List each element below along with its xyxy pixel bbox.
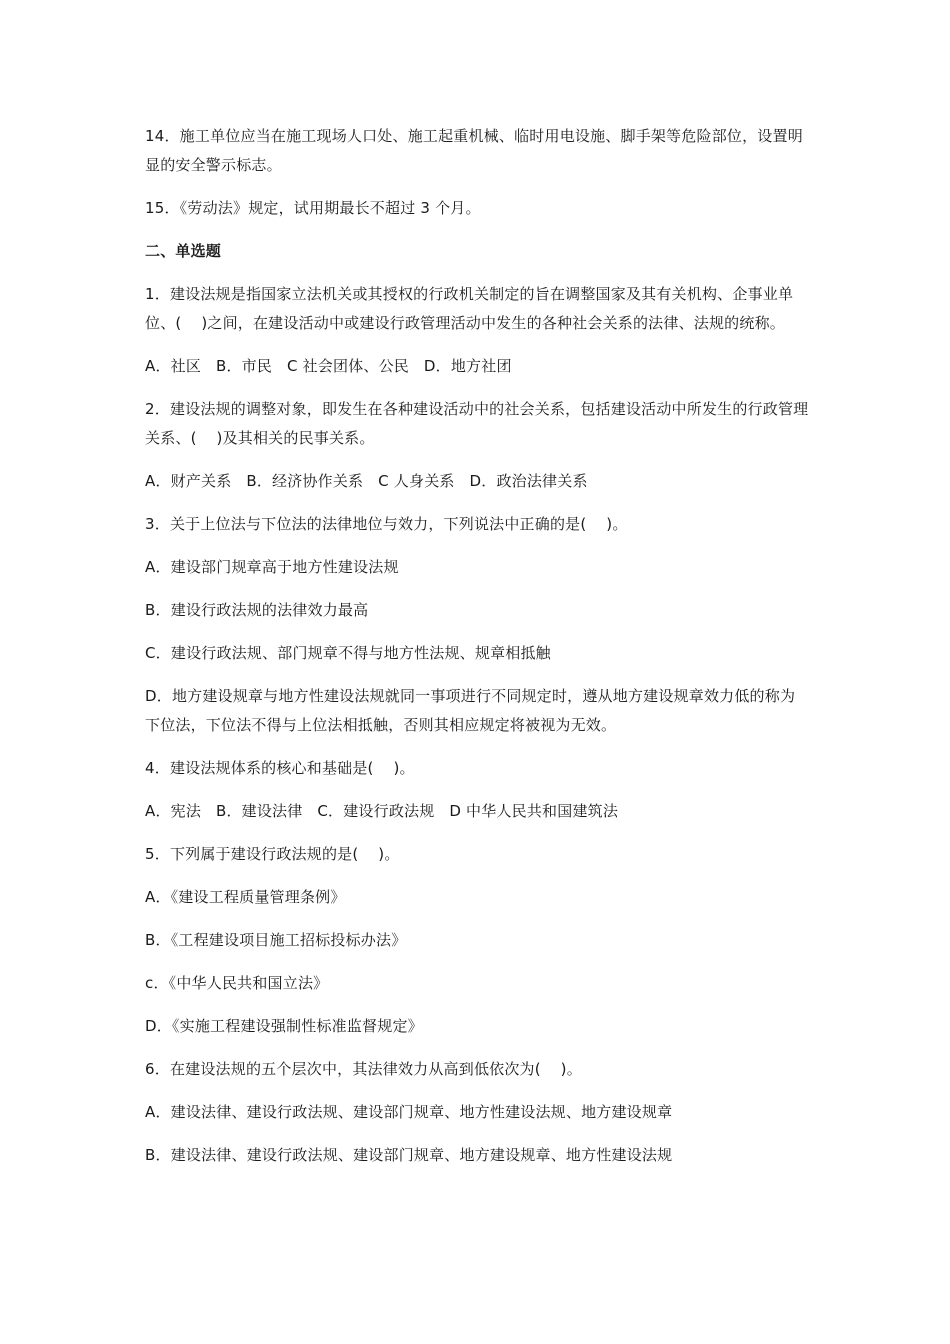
question-5-option-b: B．《工程建设项目施工招标投标办法》 [145, 931, 407, 949]
question-4: 4．建设法规体系的核心和基础是( )。 [145, 759, 415, 777]
question-2-options: A．财产关系 B．经济协作关系 C 人身关系 D．政治法律关系 [145, 472, 588, 490]
question-6-option-a: A．建设法律、建设行政法规、建设部门规章、地方性建设法规、地方建设规章 [145, 1103, 673, 1121]
question-1-options: A．社区 B．市民 C 社会团体、公民 D．地方社团 [145, 357, 512, 375]
question-6-option-b: B．建设法律、建设行政法规、建设部门规章、地方建设规章、地方性建设法规 [145, 1146, 673, 1164]
question-3: 3．关于上位法与下位法的法律地位与效力，下列说法中正确的是( )。 [145, 515, 628, 533]
section-heading-single-choice: 二、单选题 [145, 242, 222, 260]
question-1: 1．建设法规是指国家立法机关或其授权的行政机关制定的旨在调整国家及其有关机构、企事业单位、( )之间，在建设活动中或建设行政管理活动中发生的各种社会关系的法律、法规的统称。 [145, 285, 794, 332]
question-3-option-d: D．地方建设规章与地方性建设法规就同一事项进行不同规定时，遵从地方建设规章效力低的称为下位法，下位法不得与上位法相抵触，否则其相应规定将被视为无效。 [145, 687, 796, 734]
question-6: 6．在建设法规的五个层次中，其法律效力从高到低依次为( )。 [145, 1060, 582, 1078]
question-3-option-c: C．建设行政法规、部门规章不得与地方性法规、规章相抵触 [145, 644, 551, 662]
document-body [145, 122, 810, 1184]
question-3-option-b: B．建设行政法规的法律效力最高 [145, 601, 369, 619]
question-5-option-c: c．《中华人民共和国立法》 [145, 974, 329, 992]
statement-15: 15．《劳动法》规定，试用期最长不超过 3 个月。 [145, 199, 481, 217]
question-5: 5．下列属于建设行政法规的是( )。 [145, 845, 400, 863]
statement-14: 14．施工单位应当在施工现场人口处、施工起重机械、临时用电设施、脚手架等危险部位，设置明显的安全警示标志。 [145, 127, 803, 174]
question-5-option-d: D．《实施工程建设强制性标准监督规定》 [145, 1017, 423, 1035]
question-2: 2．建设法规的调整对象，即发生在各种建设活动中的社会关系，包括建设活动中所发生的行政管理关系、( )及其相关的民事关系。 [145, 400, 809, 447]
question-3-option-a: A．建设部门规章高于地方性建设法规 [145, 558, 399, 576]
question-5-option-a: A．《建设工程质量管理条例》 [145, 888, 346, 906]
question-4-options: A．宪法 B．建设法律 C．建设行政法规 D 中华人民共和国建筑法 [145, 802, 619, 820]
